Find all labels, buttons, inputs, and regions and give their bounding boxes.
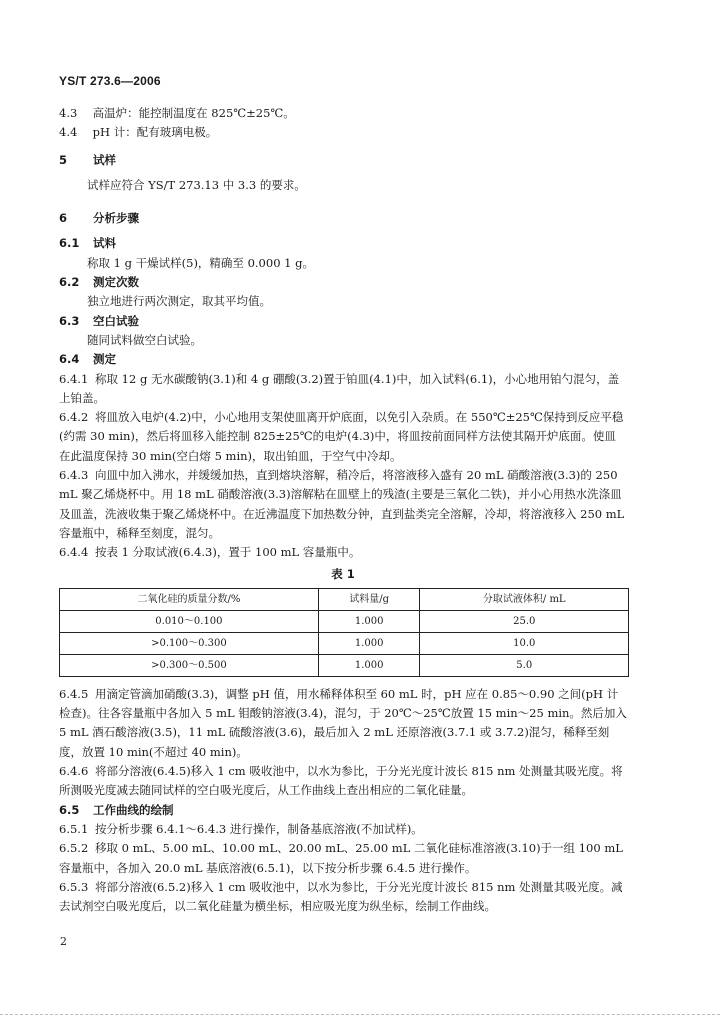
clause-number: 6.4.4 <box>59 545 89 560</box>
table-cell: 1.000 <box>318 632 420 654</box>
table-row <box>60 632 629 654</box>
clause-6-4-1 <box>59 370 627 409</box>
clause-6-5-2 <box>59 839 627 878</box>
clause-text: 称取 12 g 无水碳酸钠(3.1)和 4 g 硼酸(3.2)置于铂皿(4.1)中，加入试料(6.1)，小心地用铂勺混匀，盖上铂盖。 <box>59 371 620 405</box>
table-header-row <box>60 588 629 610</box>
clause-number: 4.4 <box>59 125 78 140</box>
section-title: 工作曲线的绘制 <box>93 802 174 817</box>
clause-6-4-3 <box>59 466 627 543</box>
clause-text: 按分析步骤 6.4.1～6.4.3 进行操作，制备基底溶液(不加试样)。 <box>95 821 423 836</box>
table-cell: 5.0 <box>420 654 629 676</box>
clause-text: 将皿放入电炉(4.2)中，小心地用支架使皿离开炉底面，以免引入杂质。在 550℃±25℃保持到反应平稳(约需 30 min)，然后将皿移入能控制 825±25℃的电炉(4.3)中，将皿按前面同样方法使其隔开炉底面。使皿在此温度保持 30 min(空白熔 5 min)，取出铂皿，于空气中冷却。 <box>59 410 624 463</box>
section-6-heading <box>59 209 627 228</box>
section-6-4-heading <box>59 350 627 369</box>
section-6-3-heading <box>59 312 627 331</box>
section-title: 试样 <box>93 152 117 167</box>
section-6-1-body: 称取 1 g 干燥试样(5)，精确至 0.000 1 g。 <box>87 255 315 270</box>
clause-text: 移取 0 mL、5.00 mL、10.00 mL、20.00 mL、25.00 mL 二氧化硅标准溶液(3.10)于一组 100 mL 容量瓶中，各加入 20.0 mL 基底溶液(6.5.1)，以下按分析步骤 6.4.5 进行操作。 <box>59 841 623 875</box>
clause-text: 用滴定管滴加硝酸(3.3)，调整 pH 值，用水稀释体积至 60 mL 时，pH 应在 0.85～0.90 之间(pH 计检查)。往各容量瓶中各加入 5 mL 钼酸钠溶液(3.4)，混匀，于 20℃～25℃放置 15 min～25 min。然后加入 5 mL 酒石酸溶液(3.5)，11 mL 硫酸溶液(3.6)，最后加入 2 mL 还原溶液(3.7.1 或 3.7.2)混匀，稀释至刻度，放置 10 min(不超过 40 min)。 <box>59 686 627 759</box>
table-header-cell: 二氧化硅的质量分数/% <box>60 588 319 610</box>
clause-number: 6.5.1 <box>59 821 89 836</box>
clause-text: 将部分溶液(6.5.2)移入 1 cm 吸收池中，以水为参比，于分光光度计波长 815 nm 处测量其吸光度。减去试剂空白吸光度后，以二氧化硅量为横坐标，相应吸光度为纵坐标，绘制工作曲线。 <box>59 879 623 914</box>
table-cell: 25.0 <box>420 610 629 632</box>
section-6-1-heading <box>59 234 627 253</box>
table-header-cell: 试料量/g <box>318 588 420 610</box>
section-title: 试料 <box>93 236 117 251</box>
table-cell: >0.300～0.500 <box>60 654 319 676</box>
section-title: 测定 <box>93 352 117 367</box>
section-6-3-body: 随同试料做空白试验。 <box>87 332 202 347</box>
section-6-2-body: 独立地进行两次测定，取其平均值。 <box>87 294 271 309</box>
clause-number: 6.5.3 <box>59 879 89 894</box>
section-number: 6.3 <box>59 313 80 328</box>
clause-4-3 <box>59 104 627 123</box>
bottom-divider <box>0 1014 720 1016</box>
table-1 <box>59 588 629 677</box>
clause-6-4-2 <box>59 408 627 466</box>
section-5-heading <box>59 151 627 170</box>
table-row <box>60 610 629 632</box>
table-cell: 0.010～0.100 <box>60 610 319 632</box>
standard-number: YS/T 273.6—2006 <box>59 74 161 88</box>
page-number: 2 <box>60 935 67 948</box>
clause-number: 6.5.2 <box>59 841 89 856</box>
table-header-cell: 分取试液体积/ mL <box>420 588 629 610</box>
section-6-2-heading <box>59 273 627 292</box>
section-title: 测定次数 <box>93 275 140 290</box>
clause-text: 按表 1 分取试液(6.4.3)，置于 100 mL 容量瓶中。 <box>95 545 361 560</box>
table-cell: 1.000 <box>318 610 420 632</box>
clause-text: 向皿中加入沸水，并缓缓加热，直到熔块溶解，稍冷后，将溶液移入盛有 20 mL 硝酸溶液(3.3)的 250 mL 聚乙烯烧杯中。用 18 mL 硝酸溶液(3.3)溶解粘在皿壁上的残渣(主要是三氧化二铁)，并小心用热水洗涤皿及皿盖，洗液收集于聚乙烯烧杯中。在近沸温度下加热数分钟，直到盐类完全溶解，冷却，将溶液移入 250 mL 容量瓶中，稀释至刻度，混匀。 <box>59 468 625 540</box>
section-number: 6.5 <box>59 802 80 817</box>
clause-6-5-3 <box>59 878 627 917</box>
section-number: 6.1 <box>59 236 80 251</box>
document-body <box>59 104 627 916</box>
table-cell: 10.0 <box>420 632 629 654</box>
table-cell: >0.100～0.300 <box>60 632 319 654</box>
section-5-body: 试样应符合 YS/T 273.13 中 3.3 的要求。 <box>87 177 306 192</box>
clause-4-4 <box>59 123 627 142</box>
section-title: 分析步骤 <box>93 211 140 226</box>
clause-number: 6.4.2 <box>59 410 89 425</box>
section-number: 5 <box>59 152 68 167</box>
table-cell: 1.000 <box>318 654 420 676</box>
table-1-title: 表 1 <box>331 566 355 581</box>
clause-6-4-5 <box>59 685 627 762</box>
section-number: 6 <box>59 211 68 226</box>
table-row <box>60 654 629 676</box>
clause-number: 6.4.6 <box>59 764 89 779</box>
clause-6-4-4 <box>59 543 627 562</box>
section-number: 6.2 <box>59 275 80 290</box>
section-6-5-heading <box>59 801 627 820</box>
clause-number: 6.4.3 <box>59 468 89 483</box>
section-title: 空白试验 <box>93 313 140 328</box>
clause-6-4-6 <box>59 762 627 801</box>
section-number: 6.4 <box>59 352 80 367</box>
clause-6-5-1 <box>59 820 627 839</box>
clause-text: pH 计：配有玻璃电极。 <box>92 125 218 140</box>
clause-number: 4.3 <box>59 106 78 120</box>
clause-text: 将部分溶液(6.4.5)移入 1 cm 吸收池中，以水为参比，于分光光度计波长 815 nm 处测量其吸光度。将所测吸光度减去随同试样的空白吸光度后，从工作曲线上查出相应的二氧化硅量。 <box>59 764 623 798</box>
clause-text: 高温炉：能控制温度在 825℃±25℃。 <box>92 106 295 120</box>
clause-number: 6.4.5 <box>59 686 89 701</box>
clause-number: 6.4.1 <box>59 371 89 386</box>
